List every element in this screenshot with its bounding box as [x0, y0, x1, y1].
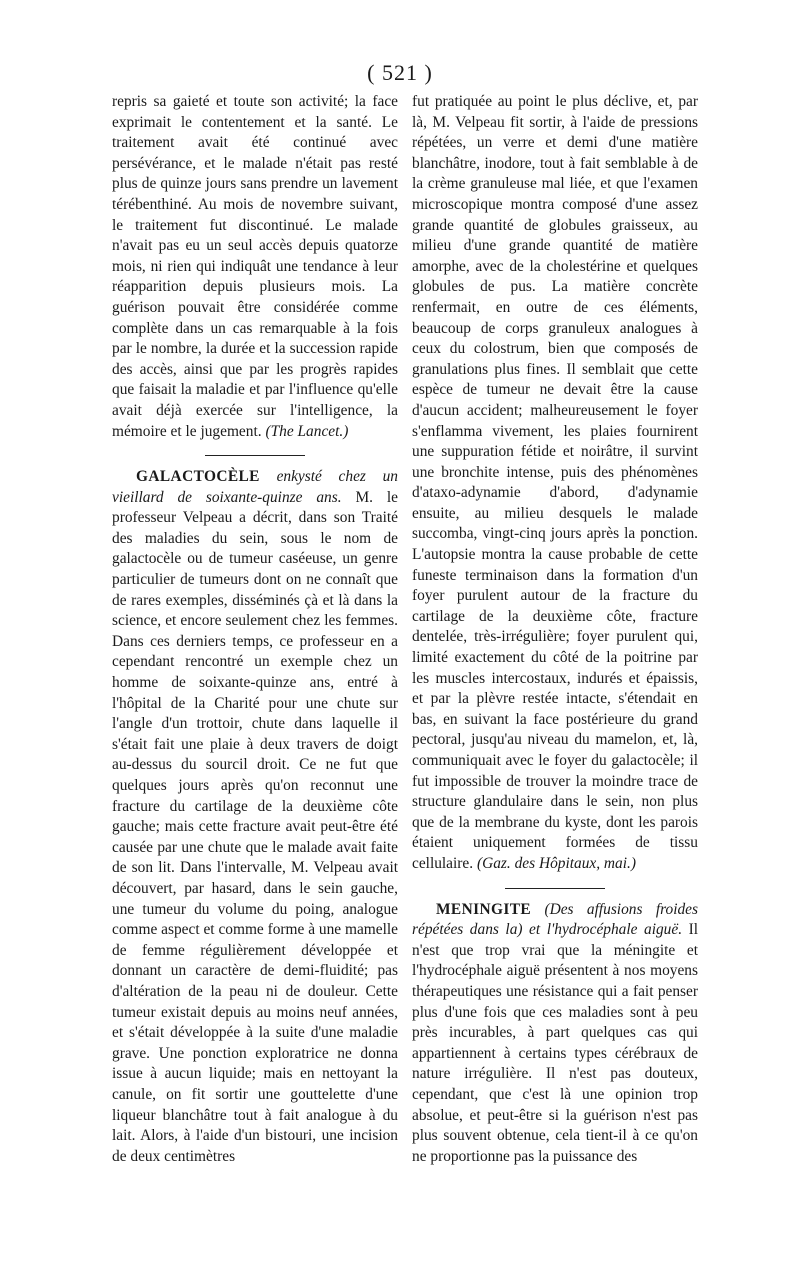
section-divider — [505, 888, 605, 889]
page-number: ( 521 ) — [367, 60, 433, 85]
section-divider — [205, 455, 305, 456]
intro-text: repris sa gaieté et toute son activité; la face exprimait le contentement et la santé. Le traitement avait été continué avec persévérance, et le malade n'était pas resté plus de quinze jours sans prendre un lavement térébenthiné. Au mois de novembre suivant, le traitement fut discontinué. Le malade n'avait pas eu un seul accès depuis quatorze mois, ni rien qui indiquât une tendance à leur réapparition depuis plusieurs mois. La guérison pouvait être considérée comme complète dans un cas remarquable à la fois par le nombre, la durée et la succession rapide des accès, ainsi que par les progrès rapides que faisait la maladie et par l'influence qu'elle avait déjà exercée sur l'intelligence, la mémoire et le jugement. — [112, 93, 398, 440]
intro-paragraph — [112, 92, 398, 442]
meningite-title: MENINGITE — [436, 900, 532, 918]
left-column — [112, 92, 398, 1167]
galactocele-continued-text: fut pratiquée au point le plus déclive, et, par là, M. Velpeau fit sortir, à l'aide de pressions répétées, un verre et demi d'une matière blanchâtre, inodore, tout à fait semblable à de la crème granuleuse mal liée, et que l'examen microscopique montra composé d'une assez grande quantité de globules graisseux, au milieu d'une grande quantité de matière amorphe, avec de la cholestérine et quelques globules de pus. La matière concrète renfermait, en outre de ces éléments, beaucoup de corps granuleux analogues à ceux du colostrum, bien que composés de granulations plus fines. Il semblait que cette espèce de tumeur ne devait être la cause d'aucun accident; malheureusement le foyer s'enflamma vivement, les plaies fournirent une suppuration fétide et noirâtre, il survint une bronchite intense, puis des phénomènes d'ataxo-adynamie d'abord, d'adynamie ensuite, au milieu desquels le malade succomba, vingt-cinq jours après la ponction. L'autopsie montra la cause probable de cette funeste terminaison dans la formation d'un foyer purulent autour de la fracture du cartilage de la deuxième côte, fracture dentelée, très-irrégulière; foyer purulent qui, limité exactement du côté de la poitrine par les muscles intercostaux, indurés et épaissis, et par la plèvre restée intacte, s'étendait en bas, en suivant la face postérieure du grand pectoral, jusqu'au niveau du mamelon, et, là, communiquait avec le foyer du galactocèle; il fut impossible de trouver la moindre trace de structure glandulaire dans le sein, non plus que de la membrane du kyste, dont les parois étaient uniquement formées de tissu cellulaire. — [412, 93, 698, 872]
right-column — [412, 92, 698, 1167]
meningite-article — [412, 900, 698, 1168]
meningite-subtitle: (Des affusions froides répétées dans la) et l'hydrocéphale aiguë. — [412, 900, 698, 939]
galactocele-body: M. le professeur Velpeau a décrit, dans son Traité des maladies du sein, sous le nom de galactocèle ou de tumeur caséeuse, un genre particulier de tumeurs dont on ne connaît que de rares exemples, disséminés çà et là dans la science, et encore seulement chez les femmes. Dans ces derniers temps, ce professeur en a cependant rencontré un exemple chez un homme de soixante-quinze ans, entré à l'hôpital de la Charité pour une chute sur l'angle d'un trottoir, chute dans laquelle il s'était fait une plaie à deux travers de doigt au-dessus du sourcil droit. Ce ne fut que quelques jours après qu'on reconnut une fracture du cartilage de la deuxième côte gauche; mais cette fracture avait peut-être été causée par une chute que le malade avait faite de son lit. Dans l'intervalle, M. Velpeau avait découvert, par hasard, dans le sein gauche, une tumeur du volume du poing, analogue comme aspect et comme forme à une mamelle de femme régulièrement développée et donnant un caractère de demi-fluidité; pas d'altération de la peau ni de douleur. Cette tumeur existait depuis au moins neuf années, et s'était développée à la suite d'une maladie grave. Une ponction exploratrice ne donna issue à aucun liquide; mais en nettoyant la canule, on fit sortir une gouttelette d'une liqueur blanchâtre tout à fait analogue à du lait. Alors, à l'aide d'un bistouri, une incision de deux centimètres — [112, 488, 398, 1165]
galactocele-source: (Gaz. des Hôpitaux, mai.) — [476, 854, 636, 872]
galactocele-continued-paragraph — [412, 92, 698, 875]
galactocele-article — [112, 467, 398, 1167]
intro-source: (The Lancet.) — [265, 422, 349, 440]
meningite-body: Il n'est que trop vrai que la méningite et l'hydrocéphale aiguë présentent à nos moyens thérapeutiques une résistance qui a fait penser plus d'une fois que ces maladies sont à peu près incurables, à part quelques cas qui appartiennent à certains types cérébraux de nature irrégulière. Il n'est pas douteux, cependant, que c'est là une opinion trop absolue, et peut-être si la guérison n'est pas plus souvent obtenue, cela tient-il à ce qu'on ne proportionne pas la puissance des — [412, 921, 698, 1165]
galactocele-title: GALACTOCÈLE — [136, 468, 260, 486]
galactocele-subtitle: enkysté chez un vieillard de soixante-quinze ans. — [112, 468, 398, 506]
